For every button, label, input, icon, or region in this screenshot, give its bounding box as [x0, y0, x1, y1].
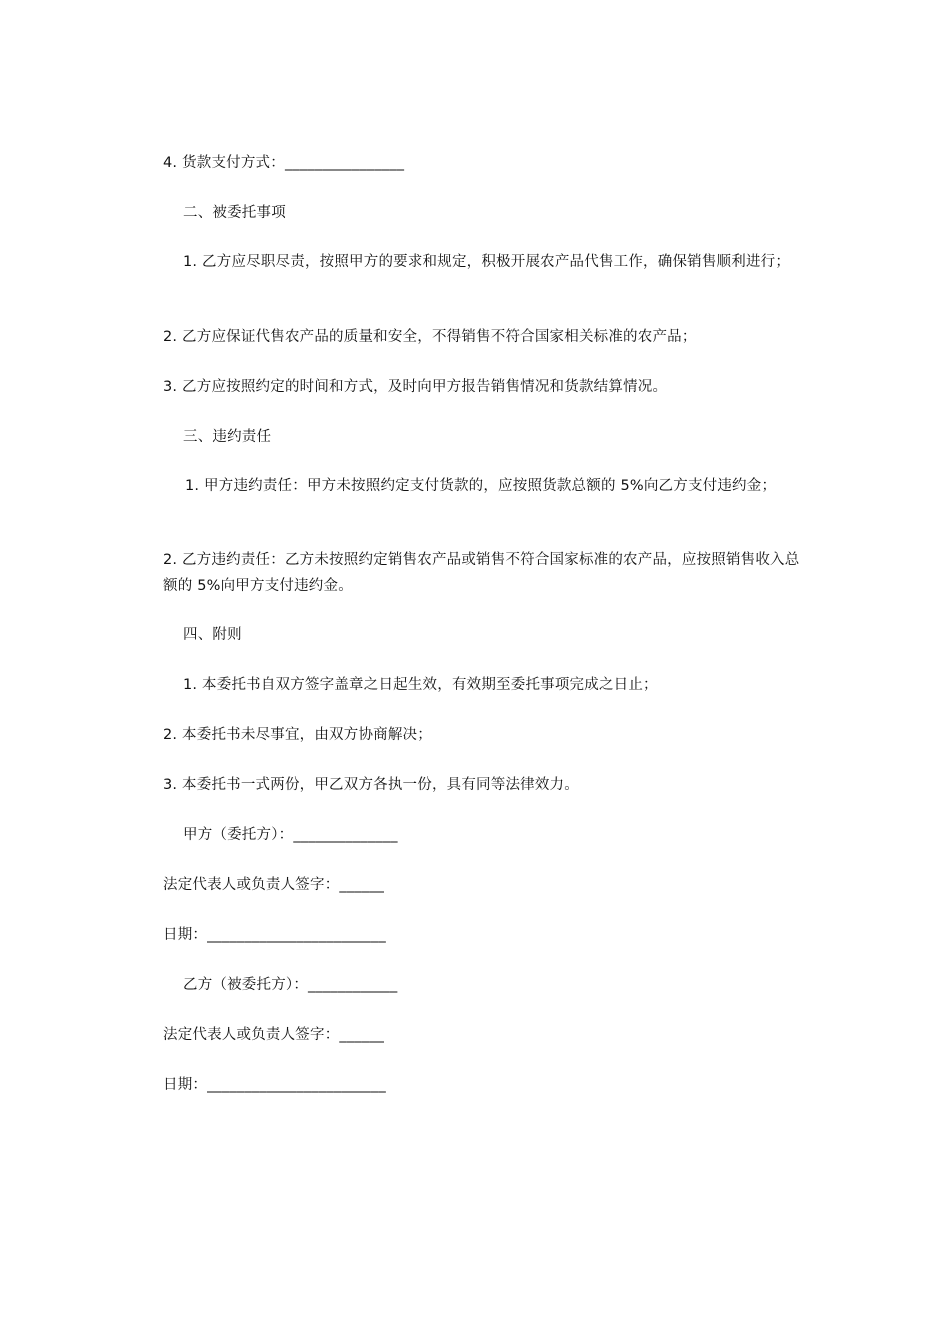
party-a-date-line: 日期：________________________: [163, 927, 386, 943]
party-a-line: 甲方（委托方）：______________: [183, 827, 398, 843]
section4-item1: 1. 本委托书自双方签字盖章之日起生效，有效期至委托事项完成之日止；: [183, 677, 658, 693]
section2-heading: 二、被委托事项: [183, 205, 286, 221]
party-b-line: 乙方（被委托方）：____________: [183, 977, 398, 993]
section3-item1: [163, 473, 813, 499]
party-b-signature-line: 法定代表人或负责人签字：______: [163, 1027, 385, 1043]
section4-item3: 3. 本委托书一式两份，甲乙双方各执一份，具有同等法律效力。: [163, 777, 579, 793]
section4-item2: 2. 本委托书未尽事宜，由双方协商解决；: [163, 727, 432, 743]
payment-method-line: 4. 货款支付方式：________________: [163, 155, 405, 171]
section3-item2: [163, 547, 813, 599]
section4-heading: 四、附则: [183, 627, 242, 643]
section2-item3: 3. 乙方应按照约定的时间和方式，及时向甲方报告销售情况和货款结算情况。: [163, 379, 668, 395]
section3-heading: 三、违约责任: [183, 429, 272, 445]
section2-item1-text: 1. 乙方应尽职尽责，按照甲方的要求和规定，积极开展农产品代售工作，确保销售顺利进行；: [183, 254, 791, 270]
section3-item1-text: 1. 甲方违约责任：甲方未按照约定支付货款的，应按照货款总额的 5%向乙方支付违约金；: [185, 478, 777, 494]
section3-item2-text: 2. 乙方违约责任：乙方未按照约定销售农产品或销售不符合国家标准的农产品，应按照销售收入总额的 5%向甲方支付违约金。: [163, 552, 800, 594]
party-a-signature-line: 法定代表人或负责人签字：______: [163, 877, 385, 893]
section2-item1: [163, 249, 813, 275]
party-b-date-line: 日期：________________________: [163, 1077, 386, 1093]
section2-item2: 2. 乙方应保证代售农产品的质量和安全，不得销售不符合国家相关标准的农产品；: [163, 329, 697, 345]
